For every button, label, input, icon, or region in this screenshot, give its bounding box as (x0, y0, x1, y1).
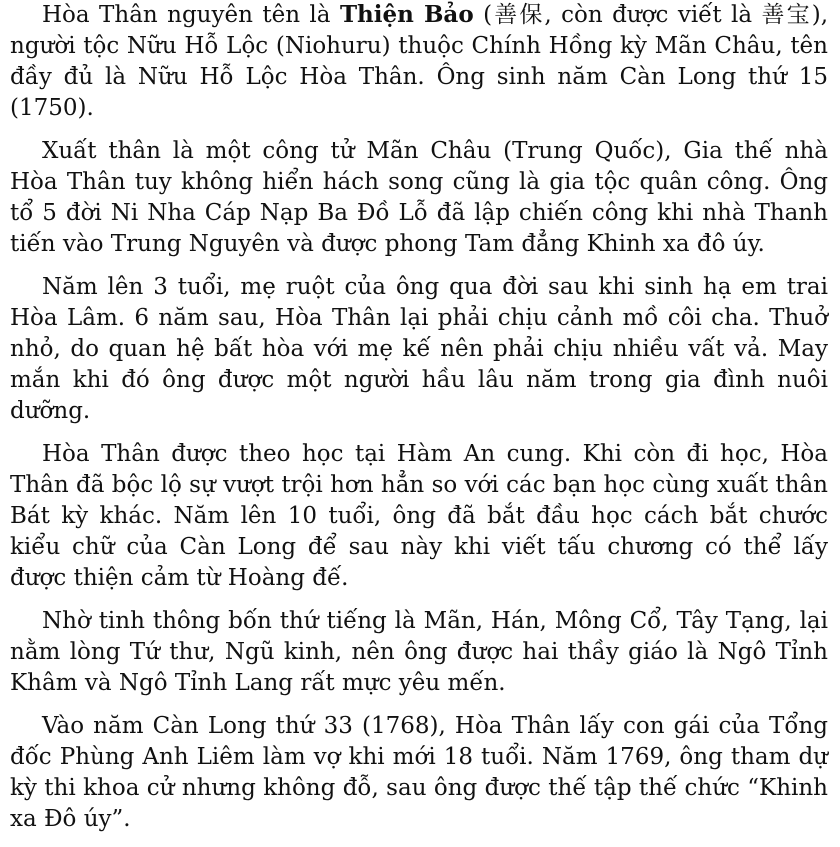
birth-name: Thiện Bảo (339, 1, 474, 28)
paragraph-1-intro: Hòa Thân nguyên tên là (42, 2, 340, 28)
paragraph-2: Xuất thân là một công tử Mãn Châu (Trung Quốc), Gia thế nhà Hòa Thân tuy không hiển hách song cũng là gia tộc quân công. Ông tổ 5 đời Ni Nha Cáp Nạp Ba Đồ Lỗ đã lập chiến công khi nhà Thanh tiến vào Trung Nguyên và được phong Tam đẳng Khinh xa đô úy. (10, 138, 828, 257)
paragraph-1 (10, 0, 828, 124)
paragraph-5: Nhờ tinh thông bốn thứ tiếng là Mãn, Hán, Mông Cổ, Tây Tạng, lại nằm lòng Tứ thư, Ngũ kinh, nên ông được hai thầy giáo là Ngô Tỉnh Khâm và Ngô Tỉnh Lang rất mực yêu mến. (10, 608, 828, 696)
paragraph-4: Hòa Thân được theo học tại Hàm An cung. Khi còn đi học, Hòa Thân đã bộc lộ sự vượt trội hơn hẳn so với các bạn học cùng xuất thân Bát kỳ khác. Năm lên 10 tuổi, ông đã bắt đầu học cách bắt chước kiểu chữ của Càn Long để sau này khi viết tấu chương có thể lấy được thiện cảm từ Hoàng đế. (10, 441, 828, 591)
paragraph-6: Vào năm Càn Long thứ 33 (1768), Hòa Thân lấy con gái của Tổng đốc Phùng Anh Liêm làm vợ khi mới 18 tuổi. Năm 1769, ông tham dự kỳ thi khoa cử nhưng không đỗ, sau ông được thế tập thế chức “Khinh xa Đô úy”. (10, 713, 828, 832)
paragraph-3: Năm lên 3 tuổi, mẹ ruột của ông qua đời sau khi sinh hạ em trai Hòa Lâm. 6 năm sau, Hòa Thân lại phải chịu cảnh mồ côi cha. Thuở nhỏ, do quan hệ bất hòa với mẹ kế nên phải chịu nhiều vất vả. May mắn khi đó ông được một người hầu lâu năm trong gia đình nuôi dưỡng. (10, 274, 828, 424)
paragraph-1-rest: (善保, còn được viết là 善宝), người tộc Nữu Hỗ Lộc (Niohuru) thuộc Chính Hồng kỳ Mãn Châu, tên đầy đủ là Nữu Hỗ Lộc Hòa Thân. Ông sinh năm Càn Long thứ 15 (1750). (10, 2, 829, 121)
article-body (10, 0, 828, 847)
